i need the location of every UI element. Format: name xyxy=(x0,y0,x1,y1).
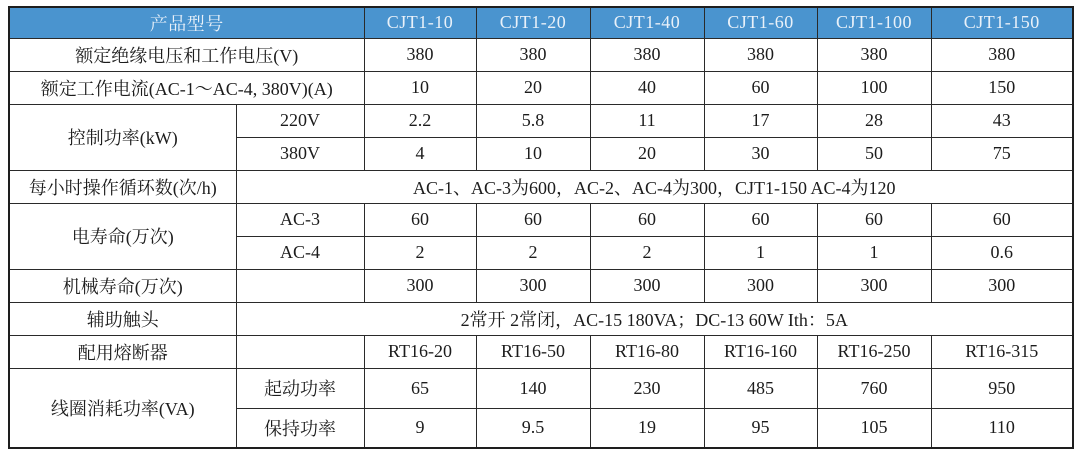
row-fuse xyxy=(9,335,1073,368)
value-cell: 485 xyxy=(704,368,817,408)
row-mechanical-life xyxy=(9,269,1073,302)
merged-value-cell: AC-1、AC-3为600，AC-2、AC-4为300，CJT1-150 AC-4为120 xyxy=(236,170,1073,203)
value-cell: 4 xyxy=(364,137,476,170)
value-cell: 300 xyxy=(590,269,704,302)
header-cell-model: CJT1-60 xyxy=(704,7,817,38)
value-cell: 95 xyxy=(704,408,817,448)
header-row xyxy=(9,7,1073,38)
value-cell: 60 xyxy=(704,203,817,236)
row-working-current xyxy=(9,71,1073,104)
value-cell: 380 xyxy=(817,38,931,71)
value-cell: 10 xyxy=(476,137,590,170)
sub-label: AC-4 xyxy=(236,236,364,269)
value-cell: 300 xyxy=(476,269,590,302)
value-cell: 150 xyxy=(931,71,1073,104)
value-cell: 60 xyxy=(931,203,1073,236)
value-cell: 950 xyxy=(931,368,1073,408)
value-cell: 60 xyxy=(476,203,590,236)
value-cell: 17 xyxy=(704,104,817,137)
value-cell: 5.8 xyxy=(476,104,590,137)
value-cell: RT16-160 xyxy=(704,335,817,368)
sub-label: 保持功率 xyxy=(236,408,364,448)
row-auxiliary-contact xyxy=(9,302,1073,335)
value-cell: 2 xyxy=(476,236,590,269)
value-cell: 300 xyxy=(931,269,1073,302)
value-cell: 0.6 xyxy=(931,236,1073,269)
value-cell: 10 xyxy=(364,71,476,104)
value-cell: 2 xyxy=(364,236,476,269)
header-cell-model: CJT1-20 xyxy=(476,7,590,38)
header-cell-product-model: 产品型号 xyxy=(9,7,364,38)
value-cell: 380 xyxy=(931,38,1073,71)
row-label: 每小时操作循环数(次/h) xyxy=(9,170,236,203)
value-cell: 43 xyxy=(931,104,1073,137)
value-cell: 28 xyxy=(817,104,931,137)
value-cell: RT16-250 xyxy=(817,335,931,368)
row-coil-power-start xyxy=(9,368,1073,408)
value-cell: 60 xyxy=(817,203,931,236)
row-label: 控制功率(kW) xyxy=(9,104,236,170)
value-cell: 380 xyxy=(590,38,704,71)
sub-label: 380V xyxy=(236,137,364,170)
row-label: 额定绝缘电压和工作电压(V) xyxy=(9,38,364,71)
value-cell: 380 xyxy=(364,38,476,71)
empty-sub-cell xyxy=(236,269,364,302)
value-cell: 100 xyxy=(817,71,931,104)
value-cell: RT16-20 xyxy=(364,335,476,368)
header-cell-model: CJT1-10 xyxy=(364,7,476,38)
value-cell: 60 xyxy=(590,203,704,236)
value-cell: 140 xyxy=(476,368,590,408)
value-cell: 20 xyxy=(476,71,590,104)
row-label: 额定工作电流(AC-1～AC-4, 380V)(A) xyxy=(9,71,364,104)
value-cell: 60 xyxy=(364,203,476,236)
value-cell: 2.2 xyxy=(364,104,476,137)
value-cell: 60 xyxy=(704,71,817,104)
sub-label: AC-3 xyxy=(236,203,364,236)
value-cell: 110 xyxy=(931,408,1073,448)
row-insulation-voltage xyxy=(9,38,1073,71)
empty-sub-cell xyxy=(236,335,364,368)
row-label: 机械寿命(万次) xyxy=(9,269,236,302)
value-cell: 40 xyxy=(590,71,704,104)
value-cell: 9.5 xyxy=(476,408,590,448)
header-cell-model: CJT1-100 xyxy=(817,7,931,38)
merged-value-cell: 2常开 2常闭，AC-15 180VA；DC-13 60W Ith：5A xyxy=(236,302,1073,335)
header-cell-model: CJT1-150 xyxy=(931,7,1073,38)
value-cell: RT16-80 xyxy=(590,335,704,368)
value-cell: 30 xyxy=(704,137,817,170)
value-cell: 2 xyxy=(590,236,704,269)
header-cell-model: CJT1-40 xyxy=(590,7,704,38)
value-cell: 380 xyxy=(704,38,817,71)
value-cell: 1 xyxy=(817,236,931,269)
value-cell: 300 xyxy=(364,269,476,302)
sub-label: 220V xyxy=(236,104,364,137)
value-cell: 11 xyxy=(590,104,704,137)
row-electrical-life-ac3 xyxy=(9,203,1073,236)
value-cell: 1 xyxy=(704,236,817,269)
value-cell: 50 xyxy=(817,137,931,170)
row-label: 配用熔断器 xyxy=(9,335,236,368)
value-cell: 230 xyxy=(590,368,704,408)
value-cell: 105 xyxy=(817,408,931,448)
value-cell: 760 xyxy=(817,368,931,408)
spec-table xyxy=(8,6,1074,449)
row-label: 电寿命(万次) xyxy=(9,203,236,269)
value-cell: 380 xyxy=(476,38,590,71)
sub-label: 起动功率 xyxy=(236,368,364,408)
value-cell: 300 xyxy=(704,269,817,302)
row-control-power-220v xyxy=(9,104,1073,137)
value-cell: 9 xyxy=(364,408,476,448)
value-cell: 65 xyxy=(364,368,476,408)
row-label: 线圈消耗功率(VA) xyxy=(9,368,236,448)
row-label: 辅助触头 xyxy=(9,302,236,335)
value-cell: 75 xyxy=(931,137,1073,170)
value-cell: 300 xyxy=(817,269,931,302)
value-cell: 19 xyxy=(590,408,704,448)
value-cell: 20 xyxy=(590,137,704,170)
value-cell: RT16-315 xyxy=(931,335,1073,368)
row-operations-per-hour xyxy=(9,170,1073,203)
value-cell: RT16-50 xyxy=(476,335,590,368)
